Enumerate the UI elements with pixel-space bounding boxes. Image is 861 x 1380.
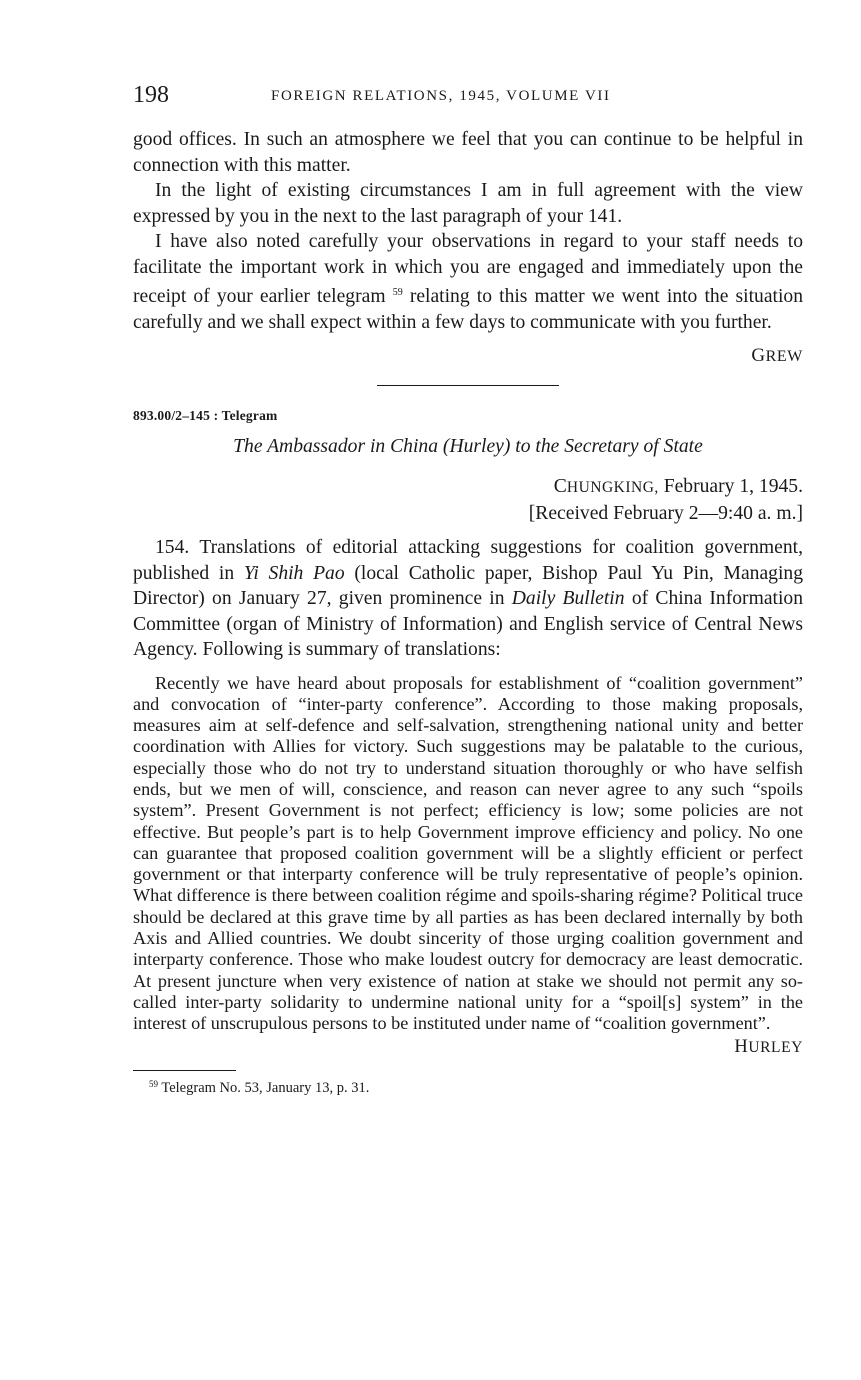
newspaper-name: Yi Shih Pao (243, 562, 345, 584)
paragraph-text: I have also noted carefully your observations in regard to your staff needs to facilitate the important work in which you are engaged and immediately upon the receipt of your earlier telegram (133, 231, 803, 307)
received-line: [Received February 2—9:40 a. m.] (528, 503, 803, 524)
signature-initial: G (751, 345, 766, 366)
footnote-mark: 59 (149, 1078, 158, 1089)
place-rest: HUNGKING, (566, 479, 659, 496)
signature-rest: REW (765, 348, 803, 365)
footnote-divider (133, 1070, 236, 1071)
telegram-body (133, 535, 803, 663)
title-part: The Ambassador in China ( (233, 436, 450, 457)
body-text: 154. Translations of editorial attacking suggestions for coalition government, published in (133, 537, 803, 584)
editorial-summary: Recently we have heard about proposals for establishment of “coalition government” and convocation of “inter-party conference”. According to those making proposals, measures aim at self-defence and self-salvation, strengthening national unity and better coordination with Allies for victory. Such suggestions may be palatable to the curious, especially those who do not try to understand situation thoroughly or who have selfish ends, but we men of will, conscience, and reason can never agree to any such “spoils system”. Present Government is not perfect; efficiency is low; some policies are not effective. But people’s part is to help Government improve efficiency and policy. No one can guarantee that proposed coalition government will be a slightly efficient or perfect government or that interparty conference will be truly representative of people’s opinion. What difference is there between coalition régime and spoils-sharing régime? Political truce should be declared at this grave time by all parties as has been declared internally by both Axis and Allied countries. We doubt sincerity of those urging coalition government and interparty conference. Those who make loudest outcry for democracy are least democratic. At present juncture when very existence of nation at stake we should not permit any so-called inter-party solidarity to undermine national unity for a “spoil[s] system” in the interest of unscrupulous persons to be instituted under name of “coalition government”. (133, 672, 803, 1034)
body-text: of China Information Committee (organ of Ministry of Information) and English service of Central News Agency. Following is summary of translations: (133, 588, 803, 660)
signature-grew (133, 345, 803, 367)
document-page (133, 80, 803, 1097)
body-text: (local Catholic paper, Bishop Paul Yu Pin, Managing Director) on January 27, given prominence in (133, 562, 803, 609)
previous-paragraph-3 (133, 229, 803, 335)
previous-paragraph-2: In the light of existing circumstances I am in full agreement with the view expressed by you in the next to the last paragraph of your 141. (133, 180, 803, 227)
file-reference: 893.00/2–145 : Telegram (133, 408, 278, 423)
previous-paragraph-1: good offices. In such an atmosphere we feel that you can continue to be helpful in connection with this matter. (133, 129, 803, 176)
title-part: ) to the Secretary of State (503, 436, 703, 457)
dateline (133, 474, 803, 527)
title-name: Hurley (449, 436, 504, 457)
signature-rest: URLEY (748, 1038, 803, 1056)
page-number: 198 (133, 82, 169, 108)
bulletin-name: Daily Bulletin (511, 588, 625, 609)
paragraph-text: relating to this matter we went into the situation carefully and we shall expect within a few days to communicate with you further. (133, 286, 804, 333)
footnote (149, 1079, 803, 1097)
date: February 1, 1945. (663, 476, 803, 497)
signature-hurley (133, 1037, 803, 1058)
running-header-title: FOREIGN RELATIONS, 1945, VOLUME VII (271, 88, 611, 104)
place-date (133, 474, 803, 501)
signature-initial: H (734, 1036, 749, 1057)
section-divider (377, 385, 559, 386)
footnote-text: Telegram No. 53, January 13, p. 31. (161, 1079, 370, 1096)
footnote-reference[interactable]: 59 (392, 287, 403, 298)
place-initial: C (553, 476, 567, 497)
running-head (133, 80, 803, 116)
document-title (133, 434, 803, 460)
